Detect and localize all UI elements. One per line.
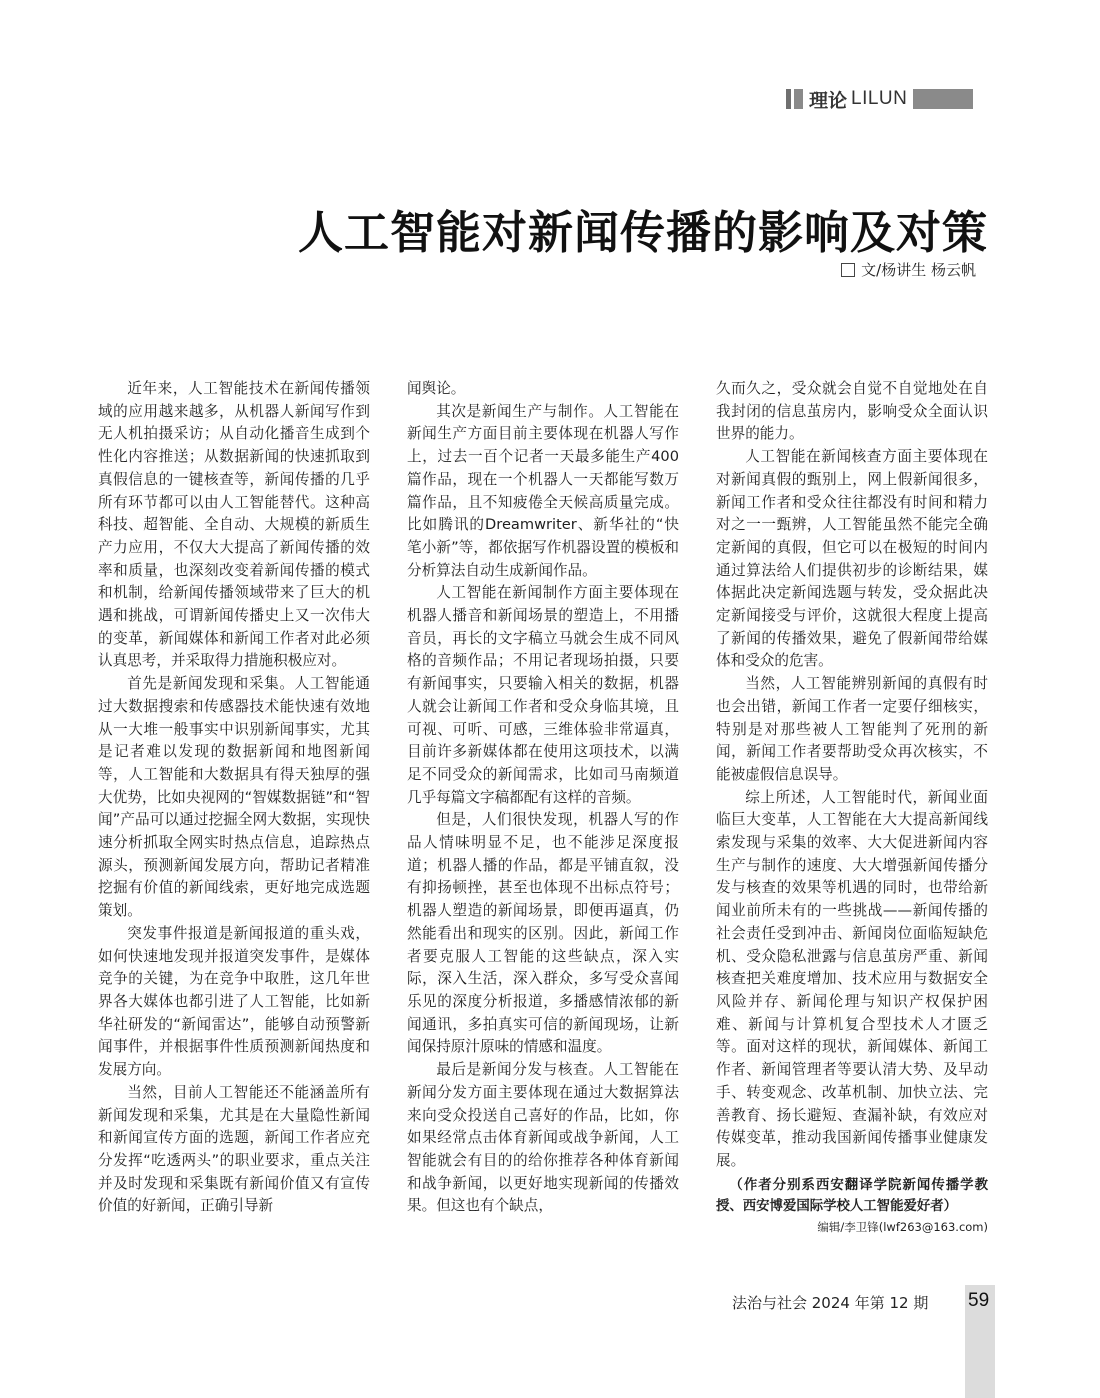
- paragraph: 但是，人们很快发现，机器人写的作品人情味明显不足，也不能涉足深度报道；机器人播的作品，都是平铺直叙，没有抑扬顿挫，甚至也体现不出标点符号；机器人塑造的新闻场景，即便再逼真，仍然能看出和现实的区别。因此，新闻工作者要克服人工智能的这些缺点，深入实际，深入生活，深入群众，多写受众喜闻乐见的深度分析报道，多播感情浓郁的新闻通讯，多拍真实可信的新闻现场，让新闻保持原汁原味的情感和温度。: [407, 811, 679, 1056]
- byline-box-icon: [841, 263, 855, 277]
- paragraph: 当然，人工智能辨别新闻的真假有时也会出错，新闻工作者一定要仔细核实，特别是对那些被人工智能判了死刑的新闻，新闻工作者要帮助受众再次核实，不能被虚假信息误导。: [716, 675, 988, 783]
- tag-bar-left-thin: [786, 89, 791, 109]
- editor-credit: 编辑/李卫锋(lwf263@163.com): [817, 1219, 988, 1234]
- tag-bar-right: [913, 89, 973, 109]
- author-note: （作者分别系西安翻译学院新闻传播学教授、西安博爱国际学校人工智能爱好者）: [716, 1177, 988, 1214]
- paragraph: 人工智能在新闻制作方面主要体现在机器人播音和新闻场景的塑造上，不用播音员，再长的文字稿立马就会生成不同风格的音频作品；不用记者现场拍摄，只要有新闻事实，只要输入相关的数据，机器人就会让新闻工作者和受众身临其境，且可视、可听、可感，三维体验非常逼真，目前许多新媒体都在使用这项技术，以满足不同受众的新闻需求，比如司马南频道几乎每篇文字稿都配有这样的音频。: [407, 584, 679, 806]
- paragraph: 其次是新闻生产与制作。人工智能在新闻生产方面目前主要体现在机器人写作上，过去一百个记者一天最多能生产400篇作品，现在一个机器人一天都能写数万篇作品，且不知疲倦全天候高质量完成。比如腾讯的Dreamwriter、新华社的“快笔小新”等，都依据写作机器设置的模板和分析算法自动生成新闻作品。: [407, 402, 679, 579]
- paragraph: 综上所述，人工智能时代，新闻业面临巨大变革，人工智能在大大提高新闻线索发现与采集的效率、大大促进新闻内容生产与制作的速度、大大增强新闻传播分发与核查的效果等机遇的同时，也带给新闻业前所未有的一些挑战——新闻传播的社会责任受到冲击、新闻岗位面临短缺危机、受众隐私泄露与信息茧房严重、新闻核查把关难度增加、技术应用与数据安全风险并存、新闻伦理与知识产权保护困难、新闻与计算机复合型技术人才匮乏等。面对这样的现状，新闻媒体、新闻工作者、新闻管理者等要认清大势、及早动手、转变观念、改革机制、加快立法、完善教育、扬长避短、查漏补缺，有效应对传媒变革，推动我国新闻传播事业健康发展。: [716, 788, 988, 1169]
- section-label-en: LILUN: [851, 88, 908, 109]
- paragraph-continued: 闻舆论。: [407, 380, 466, 397]
- text-column-2: [407, 378, 679, 1218]
- text-column-3: [716, 378, 988, 1236]
- text-column-1: [98, 378, 370, 1218]
- paragraph-continued: 久而久之，受众就会自觉不自觉地处在自我封闭的信息茧房内，影响受众全面认识世界的能力。: [716, 380, 988, 443]
- paragraph: 人工智能在新闻核查方面主要体现在对新闻真假的甄别上，网上假新闻很多，新闻工作者和受众往往都没有时间和精力对之一一甄辨，人工智能虽然不能完全确定新闻的真假，但它可以在极短的时间内通过算法给人们提供初步的诊断结果，媒体据此决定新闻选题与转发，受众据此决定新闻接受与评价，这就很大程度上提高了新闻的传播效果，避免了假新闻带给媒体和受众的危害。: [716, 448, 988, 670]
- article-title: 人工智能对新闻传播的影响及对策: [297, 206, 988, 259]
- paragraph: 突发事件报道是新闻报道的重头戏，如何快速地发现并报道突发事件，是媒体竞争的关键，为在竞争中取胜，这几年世界各大媒体也都引进了人工智能，比如新华社研发的“新闻雷达”，能够自动预警新闻事件，并根据事件性质预测新闻热度和发展方向。: [98, 924, 370, 1079]
- page-number: 59: [968, 1290, 990, 1311]
- paragraph: 最后是新闻分发与核查。人工智能在新闻分发方面主要体现在通过大数据算法来向受众投送自己喜好的作品，比如，你如果经常点击体育新闻或战争新闻，人工智能就会有目的的给你推荐各种体育新闻和战争新闻，以更好地实现新闻的传播效果。但这也有个缺点，: [407, 1061, 679, 1215]
- paragraph: 首先是新闻发现和采集。人工智能通过大数据搜索和传感器技术能快速有效地从一大堆一般事实中识别新闻事实，尤其是记者难以发现的数据新闻和地图新闻等，人工智能和大数据具有得天独厚的强大优势，比如央视网的“智媒数据链”和“智闻”产品可以通过挖掘全网大数据，实现快速分析抓取全网实时热点信息，追踪热点源头，预测新闻发展方向，帮助记者精准挖掘有价值的新闻线索，更好地完成选题策划。: [98, 675, 370, 920]
- paragraph: 当然，目前人工智能还不能涵盖所有新闻发现和采集，尤其是在大量隐性新闻和新闻宣传方面的选题，新闻工作者应充分发挥“吃透两头”的职业要求，重点关注并及时发现和采集既有新闻价值又有宣传价值的好新闻，正确引导新: [98, 1083, 370, 1215]
- byline: [841, 259, 976, 280]
- publication-info: 法治与社会 2024 年第 12 期: [732, 1294, 929, 1312]
- section-label-zh: 理论: [809, 89, 848, 112]
- section-tag: [786, 88, 973, 110]
- paragraph: 近年来，人工智能技术在新闻传播领域的应用越来越多，从机器人新闻写作到无人机拍摄采访；从自动化播音生成到个性化内容推送；从数据新闻的快速抓取到真假信息的一键核查等，新闻传播的几乎所有环节都可以由人工智能替代。这种高科技、超智能、全自动、大规模的新质生产力应用，不仅大大提高了新闻传播的效率和质量，也深刻改变着新闻传播的模式和机制，给新闻传播领域带来了巨大的机遇和挑战，可谓新闻传播史上又一次伟大的变革，新闻媒体和新闻工作者对此必须认真思考，并采取得力措施积极应对。: [98, 380, 370, 670]
- byline-text: 文/杨讲生 杨云帆: [861, 261, 976, 279]
- tag-bar-left: [794, 89, 803, 109]
